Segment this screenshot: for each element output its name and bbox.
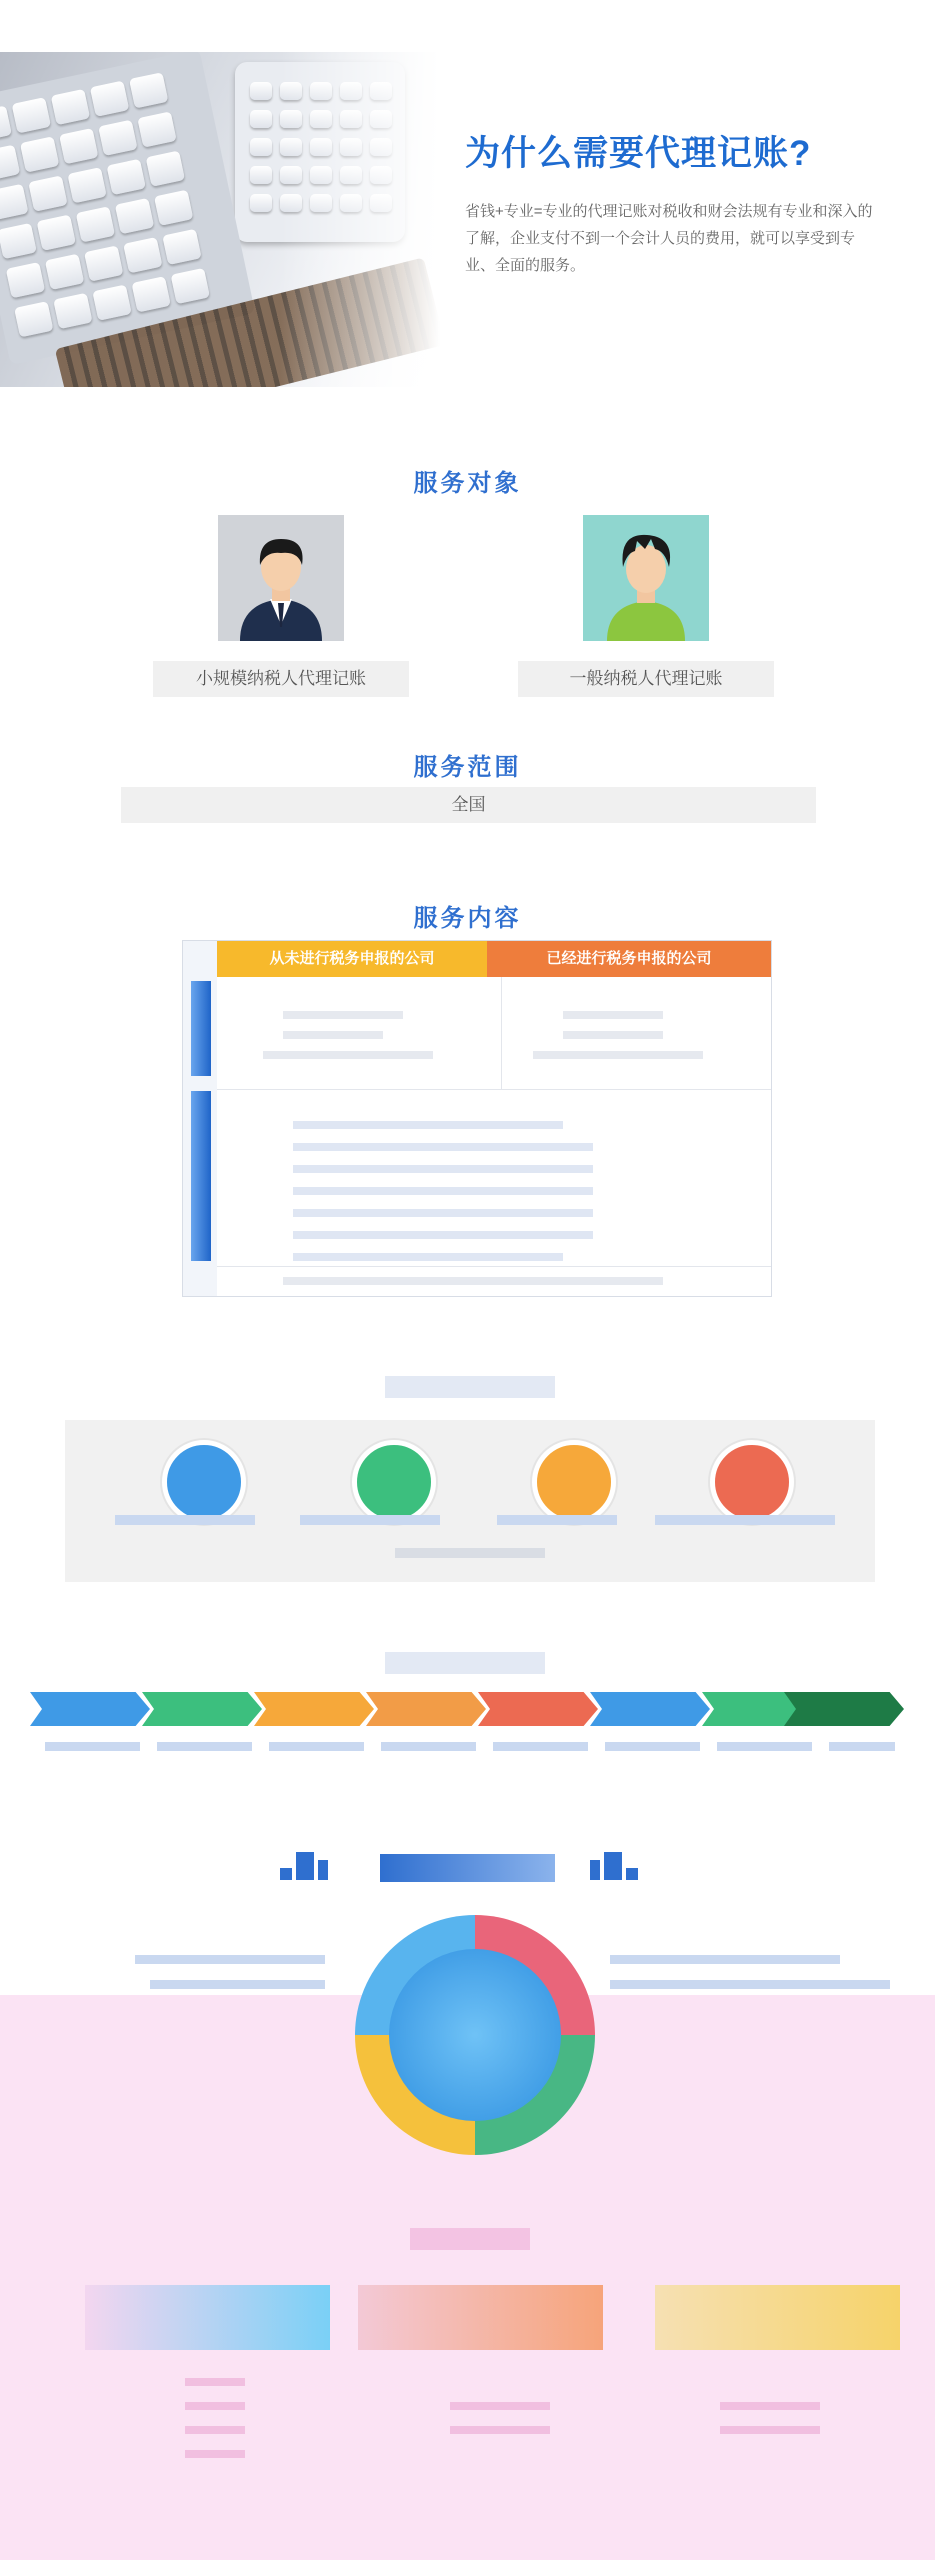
- pricing-list-3: [720, 2402, 820, 2442]
- pricing-title-placeholder: [410, 2228, 530, 2250]
- step-4: [366, 1692, 486, 1726]
- process-panel: [65, 1420, 875, 1582]
- service-scope-value: 全国: [121, 787, 816, 823]
- advantages-ring-chart: [355, 1915, 595, 2155]
- hero-image: [0, 52, 440, 387]
- service-scope-title: 服务范围: [413, 754, 522, 781]
- advantage-text-right: [610, 1955, 840, 1964]
- process-title-placeholder: [385, 1376, 555, 1398]
- step-labels-placeholder: [45, 1742, 895, 1751]
- table-side-bar: [191, 981, 211, 1076]
- pricing-card-1[interactable]: [85, 2285, 330, 2350]
- step-1: [30, 1692, 150, 1726]
- general-taxpayer-label: 一般纳税人代理记账: [518, 661, 774, 697]
- hero-title: 为什么需要代理记账?: [465, 134, 812, 173]
- small-taxpayer-label: 小规模纳税人代理记账: [153, 661, 409, 697]
- pricing-card-2[interactable]: [358, 2285, 603, 2350]
- header-existing-company: 已经进行税务申报的公司: [487, 941, 771, 977]
- pricing-card-3[interactable]: [655, 2285, 900, 2350]
- process-step-icon: [710, 1440, 794, 1524]
- hero-description: 省钱+专业=专业的代理记账对税收和财会法规有专业和深入的了解，企业支付不到一个会计人员的费用，就可以享受到专业、全面的服务。: [465, 203, 873, 274]
- advantages-title-placeholder: [380, 1854, 555, 1882]
- ring-center: [389, 1949, 561, 2121]
- table-side-column: [183, 941, 217, 1296]
- advantage-text-left: [135, 1955, 325, 1964]
- step-8: [784, 1692, 904, 1726]
- process-step-icon: [162, 1440, 246, 1524]
- process-step-icon: [532, 1440, 616, 1524]
- step-5: [478, 1692, 598, 1726]
- advantage-text-right: [610, 1980, 890, 1989]
- header-new-company: 从未进行税务申报的公司: [217, 941, 487, 977]
- table-side-bar: [191, 1091, 211, 1261]
- service-targets-title: 服务对象: [413, 470, 522, 497]
- advantage-text-left: [150, 1980, 325, 1989]
- small-taxpayer-avatar-icon: [218, 515, 344, 641]
- service-content-title: 服务内容: [413, 905, 522, 932]
- process-step-icon: [352, 1440, 436, 1524]
- pricing-list-2: [450, 2402, 550, 2442]
- left-decoration: [280, 1852, 332, 1884]
- step-2: [142, 1692, 262, 1726]
- steps-title-placeholder: [385, 1652, 545, 1674]
- step-6: [590, 1692, 710, 1726]
- general-taxpayer-avatar-icon: [583, 515, 709, 641]
- right-decoration: [590, 1852, 642, 1884]
- pricing-list-1: [185, 2378, 245, 2468]
- step-3: [254, 1692, 374, 1726]
- service-content-table: [182, 940, 772, 1297]
